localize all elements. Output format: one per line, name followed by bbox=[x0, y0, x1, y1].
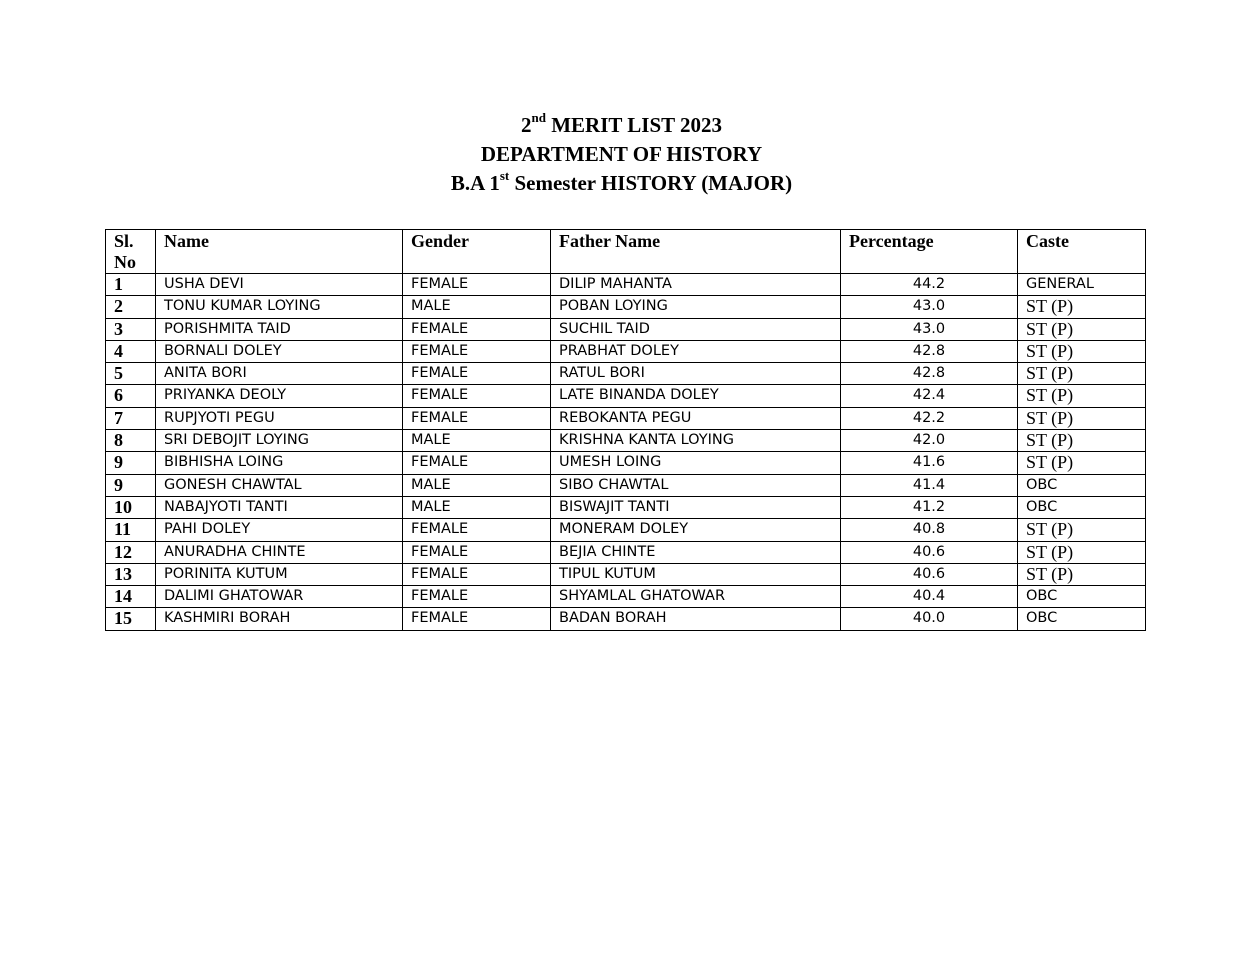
caste-cell: ST (P) bbox=[1018, 519, 1146, 541]
gender-cell: FEMALE bbox=[403, 519, 551, 541]
caste-cell: ST (P) bbox=[1018, 385, 1146, 407]
father-name-cell: SUCHIL TAID bbox=[551, 318, 841, 340]
father-name-cell: SIBO CHAWTAL bbox=[551, 474, 841, 496]
name-cell: GONESH CHAWTAL bbox=[156, 474, 403, 496]
name-cell: NABAJYOTI TANTI bbox=[156, 496, 403, 518]
gender-cell: FEMALE bbox=[403, 586, 551, 608]
title-line1-prefix: 2 bbox=[521, 113, 532, 137]
father-name-cell: DILIP MAHANTA bbox=[551, 274, 841, 296]
gender-cell: FEMALE bbox=[403, 385, 551, 407]
caste-cell: ST (P) bbox=[1018, 407, 1146, 429]
father-name-cell: BISWAJIT TANTI bbox=[551, 496, 841, 518]
name-cell: DALIMI GHATOWAR bbox=[156, 586, 403, 608]
caste-cell: OBC bbox=[1018, 474, 1146, 496]
table-row bbox=[106, 608, 1146, 630]
table-row bbox=[106, 407, 1146, 429]
gender-cell: MALE bbox=[403, 496, 551, 518]
father-name-cell: BEJIA CHINTE bbox=[551, 541, 841, 563]
gender-cell: MALE bbox=[403, 430, 551, 452]
sl-cell: 1 bbox=[106, 274, 156, 296]
father-name-cell: PRABHAT DOLEY bbox=[551, 340, 841, 362]
caste-cell: ST (P) bbox=[1018, 363, 1146, 385]
gender-cell: MALE bbox=[403, 296, 551, 318]
header-sl-no: Sl. No bbox=[106, 230, 156, 274]
gender-cell: FEMALE bbox=[403, 363, 551, 385]
name-cell: USHA DEVI bbox=[156, 274, 403, 296]
table-row bbox=[106, 274, 1146, 296]
name-cell: BORNALI DOLEY bbox=[156, 340, 403, 362]
title-line3-superscript: st bbox=[499, 168, 510, 183]
gender-cell: FEMALE bbox=[403, 541, 551, 563]
gender-cell: FEMALE bbox=[403, 318, 551, 340]
sl-cell: 9 bbox=[106, 474, 156, 496]
gender-cell: MALE bbox=[403, 474, 551, 496]
father-name-cell: BADAN BORAH bbox=[551, 608, 841, 630]
percentage-cell: 40.6 bbox=[841, 563, 1018, 585]
name-cell: TONU KUMAR LOYING bbox=[156, 296, 403, 318]
table-row bbox=[106, 519, 1146, 541]
table-row bbox=[106, 385, 1146, 407]
table-row bbox=[106, 340, 1146, 362]
table-row bbox=[106, 452, 1146, 474]
header-caste: Caste bbox=[1018, 230, 1146, 274]
father-name-cell: UMESH LOING bbox=[551, 452, 841, 474]
gender-cell: FEMALE bbox=[403, 563, 551, 585]
percentage-cell: 44.2 bbox=[841, 274, 1018, 296]
percentage-cell: 42.0 bbox=[841, 430, 1018, 452]
name-cell: RUPJYOTI PEGU bbox=[156, 407, 403, 429]
percentage-cell: 42.2 bbox=[841, 407, 1018, 429]
sl-cell: 15 bbox=[106, 608, 156, 630]
name-cell: PORISHMITA TAID bbox=[156, 318, 403, 340]
caste-cell: ST (P) bbox=[1018, 563, 1146, 585]
percentage-cell: 42.8 bbox=[841, 363, 1018, 385]
father-name-cell: SHYAMLAL GHATOWAR bbox=[551, 586, 841, 608]
caste-cell: ST (P) bbox=[1018, 452, 1146, 474]
percentage-cell: 40.8 bbox=[841, 519, 1018, 541]
percentage-cell: 41.6 bbox=[841, 452, 1018, 474]
table-row bbox=[106, 363, 1146, 385]
header-name: Name bbox=[156, 230, 403, 274]
father-name-cell: RATUL BORI bbox=[551, 363, 841, 385]
gender-cell: FEMALE bbox=[403, 407, 551, 429]
name-cell: ANITA BORI bbox=[156, 363, 403, 385]
table-row bbox=[106, 430, 1146, 452]
percentage-cell: 42.8 bbox=[841, 340, 1018, 362]
table-row bbox=[106, 496, 1146, 518]
name-cell: KASHMIRI BORAH bbox=[156, 608, 403, 630]
percentage-cell: 43.0 bbox=[841, 318, 1018, 340]
caste-cell: ST (P) bbox=[1018, 340, 1146, 362]
title-line-merit-list bbox=[0, 111, 1243, 140]
father-name-cell: MONERAM DOLEY bbox=[551, 519, 841, 541]
caste-cell: ST (P) bbox=[1018, 318, 1146, 340]
sl-cell: 10 bbox=[106, 496, 156, 518]
caste-cell: ST (P) bbox=[1018, 430, 1146, 452]
sl-cell: 14 bbox=[106, 586, 156, 608]
sl-cell: 13 bbox=[106, 563, 156, 585]
percentage-cell: 40.4 bbox=[841, 586, 1018, 608]
name-cell: PAHI DOLEY bbox=[156, 519, 403, 541]
caste-cell: OBC bbox=[1018, 496, 1146, 518]
sl-cell: 4 bbox=[106, 340, 156, 362]
header-father-name: Father Name bbox=[551, 230, 841, 274]
gender-cell: FEMALE bbox=[403, 274, 551, 296]
table-row bbox=[106, 296, 1146, 318]
percentage-cell: 40.6 bbox=[841, 541, 1018, 563]
title-line1-superscript: nd bbox=[531, 110, 546, 125]
caste-cell: ST (P) bbox=[1018, 541, 1146, 563]
table-row bbox=[106, 318, 1146, 340]
sl-cell: 7 bbox=[106, 407, 156, 429]
document-title-block bbox=[0, 111, 1243, 198]
sl-cell: 8 bbox=[106, 430, 156, 452]
caste-cell: ST (P) bbox=[1018, 296, 1146, 318]
title-line-semester bbox=[0, 169, 1243, 198]
gender-cell: FEMALE bbox=[403, 452, 551, 474]
table-row bbox=[106, 474, 1146, 496]
caste-cell: OBC bbox=[1018, 586, 1146, 608]
table-row bbox=[106, 563, 1146, 585]
sl-cell: 3 bbox=[106, 318, 156, 340]
father-name-cell: POBAN LOYING bbox=[551, 296, 841, 318]
header-percentage: Percentage bbox=[841, 230, 1018, 274]
sl-cell: 5 bbox=[106, 363, 156, 385]
caste-cell: GENERAL bbox=[1018, 274, 1146, 296]
name-cell: BIBHISHA LOING bbox=[156, 452, 403, 474]
percentage-cell: 42.4 bbox=[841, 385, 1018, 407]
sl-cell: 9 bbox=[106, 452, 156, 474]
title-line3-suffix: Semester HISTORY (MAJOR) bbox=[509, 171, 793, 195]
percentage-cell: 41.2 bbox=[841, 496, 1018, 518]
gender-cell: FEMALE bbox=[403, 608, 551, 630]
caste-cell: OBC bbox=[1018, 608, 1146, 630]
title-line3-prefix: B.A 1 bbox=[450, 171, 500, 195]
header-gender: Gender bbox=[403, 230, 551, 274]
father-name-cell: KRISHNA KANTA LOYING bbox=[551, 430, 841, 452]
table-row bbox=[106, 541, 1146, 563]
percentage-cell: 43.0 bbox=[841, 296, 1018, 318]
father-name-cell: REBOKANTA PEGU bbox=[551, 407, 841, 429]
table-row bbox=[106, 586, 1146, 608]
gender-cell: FEMALE bbox=[403, 340, 551, 362]
title-line1-suffix: MERIT LIST 2023 bbox=[545, 113, 722, 137]
name-cell: SRI DEBOJIT LOYING bbox=[156, 430, 403, 452]
father-name-cell: LATE BINANDA DOLEY bbox=[551, 385, 841, 407]
title-line-department: DEPARTMENT OF HISTORY bbox=[480, 142, 763, 166]
percentage-cell: 41.4 bbox=[841, 474, 1018, 496]
sl-cell: 12 bbox=[106, 541, 156, 563]
percentage-cell: 40.0 bbox=[841, 608, 1018, 630]
merit-table-body bbox=[106, 274, 1146, 631]
name-cell: ANURADHA CHINTE bbox=[156, 541, 403, 563]
father-name-cell: TIPUL KUTUM bbox=[551, 563, 841, 585]
name-cell: PRIYANKA DEOLY bbox=[156, 385, 403, 407]
table-header-row bbox=[106, 230, 1146, 274]
merit-list-table bbox=[105, 229, 1146, 631]
sl-cell: 6 bbox=[106, 385, 156, 407]
sl-cell: 2 bbox=[106, 296, 156, 318]
sl-cell: 11 bbox=[106, 519, 156, 541]
name-cell: PORINITA KUTUM bbox=[156, 563, 403, 585]
